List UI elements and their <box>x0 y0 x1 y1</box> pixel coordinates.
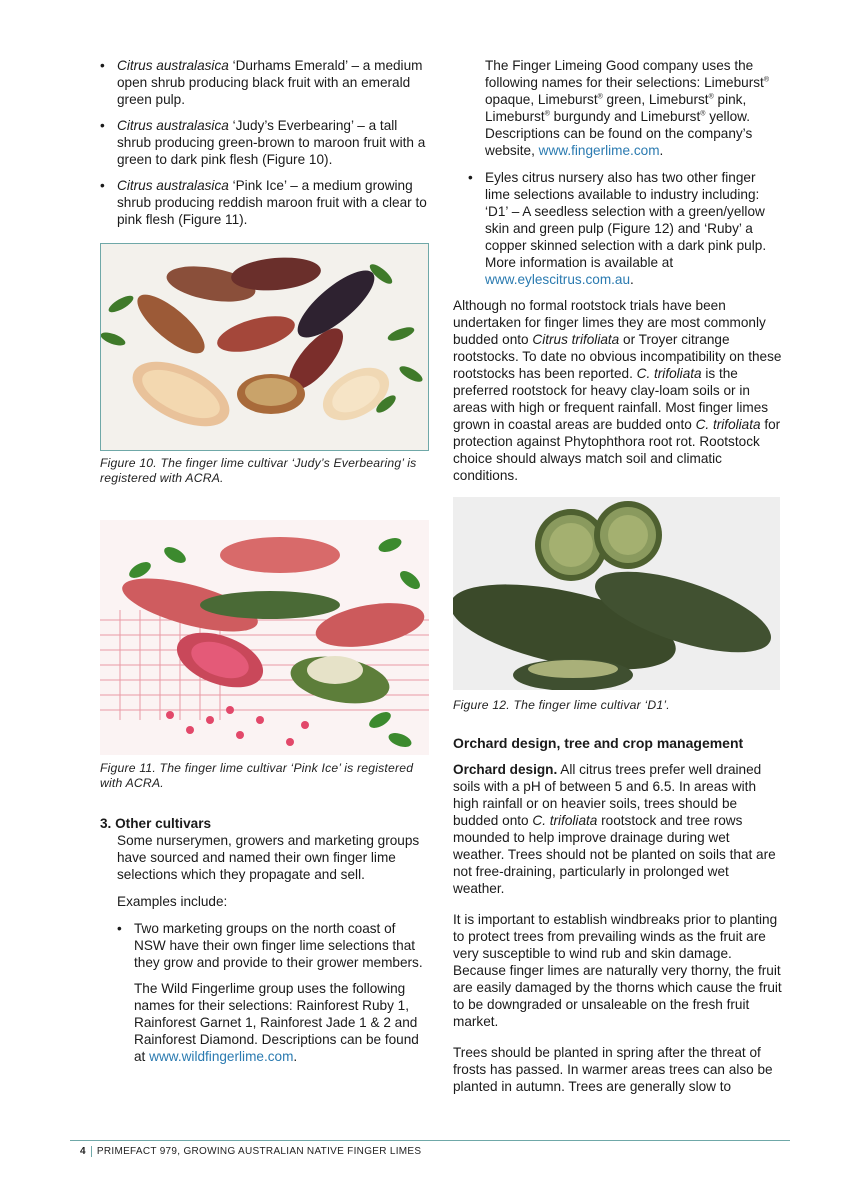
list-item: • Citrus australasica ‘Judy’s Everbearing’ – a tall shrub producing green-brown to maroon fruit with a green to dark pink flesh (Figure 10). <box>100 118 426 167</box>
judys-everbearing-image <box>101 244 429 451</box>
examples-label: Examples include: <box>117 894 228 909</box>
figure-10-photo <box>100 243 429 451</box>
figure-11-caption: Figure 11. The finger lime cultivar ‘Pink Ice’ is registered with ACRA. <box>100 761 414 790</box>
list-item: • Eyles citrus nursery also has two other finger lime selections available to industry including: ‘D1’ – A seedless selection with a green/yellow skin and green pulp (Figure 12) and ‘Ruby’ a copper skinned selection with a dark pink pulp. More information is available at www.eylescitrus.com.au. <box>468 170 767 287</box>
right-column <box>453 57 783 1105</box>
section-intro: Some nurserymen, growers and marketing groups have sourced and named their own finger lime selections which they propagate and sell. <box>117 833 420 882</box>
examples-list <box>117 920 430 971</box>
figure-10-caption: Figure 10. The finger lime cultivar ‘Judy’s Everbearing’ is registered with ACRA. <box>100 456 417 485</box>
d1-lime-image <box>453 497 780 690</box>
pink-ice-image <box>100 520 429 755</box>
rootstock-paragraph: Although no formal rootstock trials have been undertaken for finger limes they are most commonly budded onto Citrus trifoliata or Troyer citrange rootstocks. To date no obvious incompatibility on these rootstocks has been reported. C. trifoliata is the preferred rootstock for heavy clay-loam soils or in areas with high or frequent rainfall. Most finger limes grown in coastal areas are budded onto C. trifoliata for protection against Phytophthora root rot. Rootstock choice should always match soil and climatic conditions. <box>453 298 782 483</box>
list-item: • Citrus australasica ‘Pink Ice’ – a medium growing shrub producing reddish maroon fruit with a clear to pink flesh (Figure 11). <box>100 178 427 227</box>
list-item: • Citrus australasica ‘Durhams Emerald’ – a medium open shrub producing black fruit with an emerald green pulp. <box>100 58 423 107</box>
eyles-list <box>453 169 783 288</box>
wildfingerlime-link[interactable]: www.wildfingerlime.com <box>149 1049 294 1064</box>
figure-11-photo <box>100 520 429 755</box>
bullet-glyph: • <box>100 118 105 133</box>
list-item: • Two marketing groups on the north coast of NSW have their own finger lime selections that they grow and provide to their grower members. <box>117 921 423 970</box>
page-footer <box>80 1143 421 1160</box>
figure-12-caption: Figure 12. The finger lime cultivar ‘D1’. <box>453 698 670 712</box>
left-column <box>100 57 430 1075</box>
planting-paragraph: Trees should be planted in spring after the threat of frosts has passed. In warmer areas trees can also be planted in autumn. Trees are generally slow to <box>453 1045 773 1094</box>
bullet-glyph: • <box>100 178 105 193</box>
examples-block <box>100 920 430 1065</box>
figure-12-photo <box>453 497 780 690</box>
finger-limeing-paragraph: The Finger Limeing Good company uses the following names for their selections: Limeburst® opaque, Limeburst® green, Limeburst® pink, Limeburst® burgundy and Limeburst® yellow. Descriptions can be found on the company’s website, www.fingerlime.com. <box>485 58 769 158</box>
footer-title: PRIMEFACT 979, GROWING AUSTRALIAN NATIVE FINGER LIMES <box>96 1146 422 1157</box>
cultivar-list <box>100 57 430 228</box>
orchard-design-paragraph: Orchard design. All citrus trees prefer well drained soils with a pH of between 5 and 6.5. In areas with high rainfall or on heavier soils, trees should be budded onto C. trifoliata rootstock and tree rows mounded to help improve drainage during wet weather. Trees should not be planted on soils that are not free-draining, particularly in prolonged wet weather. <box>453 762 776 896</box>
page-number: 4 <box>80 1146 92 1157</box>
bullet-glyph: • <box>117 921 122 936</box>
eylescitrus-link[interactable]: www.eylescitrus.com.au <box>485 272 631 287</box>
bullet-glyph: • <box>468 170 473 185</box>
windbreak-paragraph: It is important to establish windbreaks prior to planting to protect trees from prevailing winds as the fruit are very susceptible to wind rub and skin damage. Because finger limes are naturally very thorny, the fruit are easily damaged by the thorns which cause the fruit to be downgraded or unsaleable on the fresh fruit market. <box>453 912 782 1029</box>
wild-fingerlime-paragraph: The Wild Fingerlime group uses the following names for their selections: Rainforest Ruby 1, Rainforest Garnet 1, Rainforest Jade 1 & 2 and Rainforest Diamond. Descriptions can be found at www.wildfingerlime.com. <box>134 981 419 1064</box>
footer-rule <box>70 1140 790 1141</box>
section-heading: 3. Other cultivars <box>100 816 212 831</box>
orchard-heading: Orchard design, tree and crop management <box>453 735 744 751</box>
fingerlime-link[interactable]: www.fingerlime.com <box>538 143 660 158</box>
bullet-glyph: • <box>100 58 105 73</box>
